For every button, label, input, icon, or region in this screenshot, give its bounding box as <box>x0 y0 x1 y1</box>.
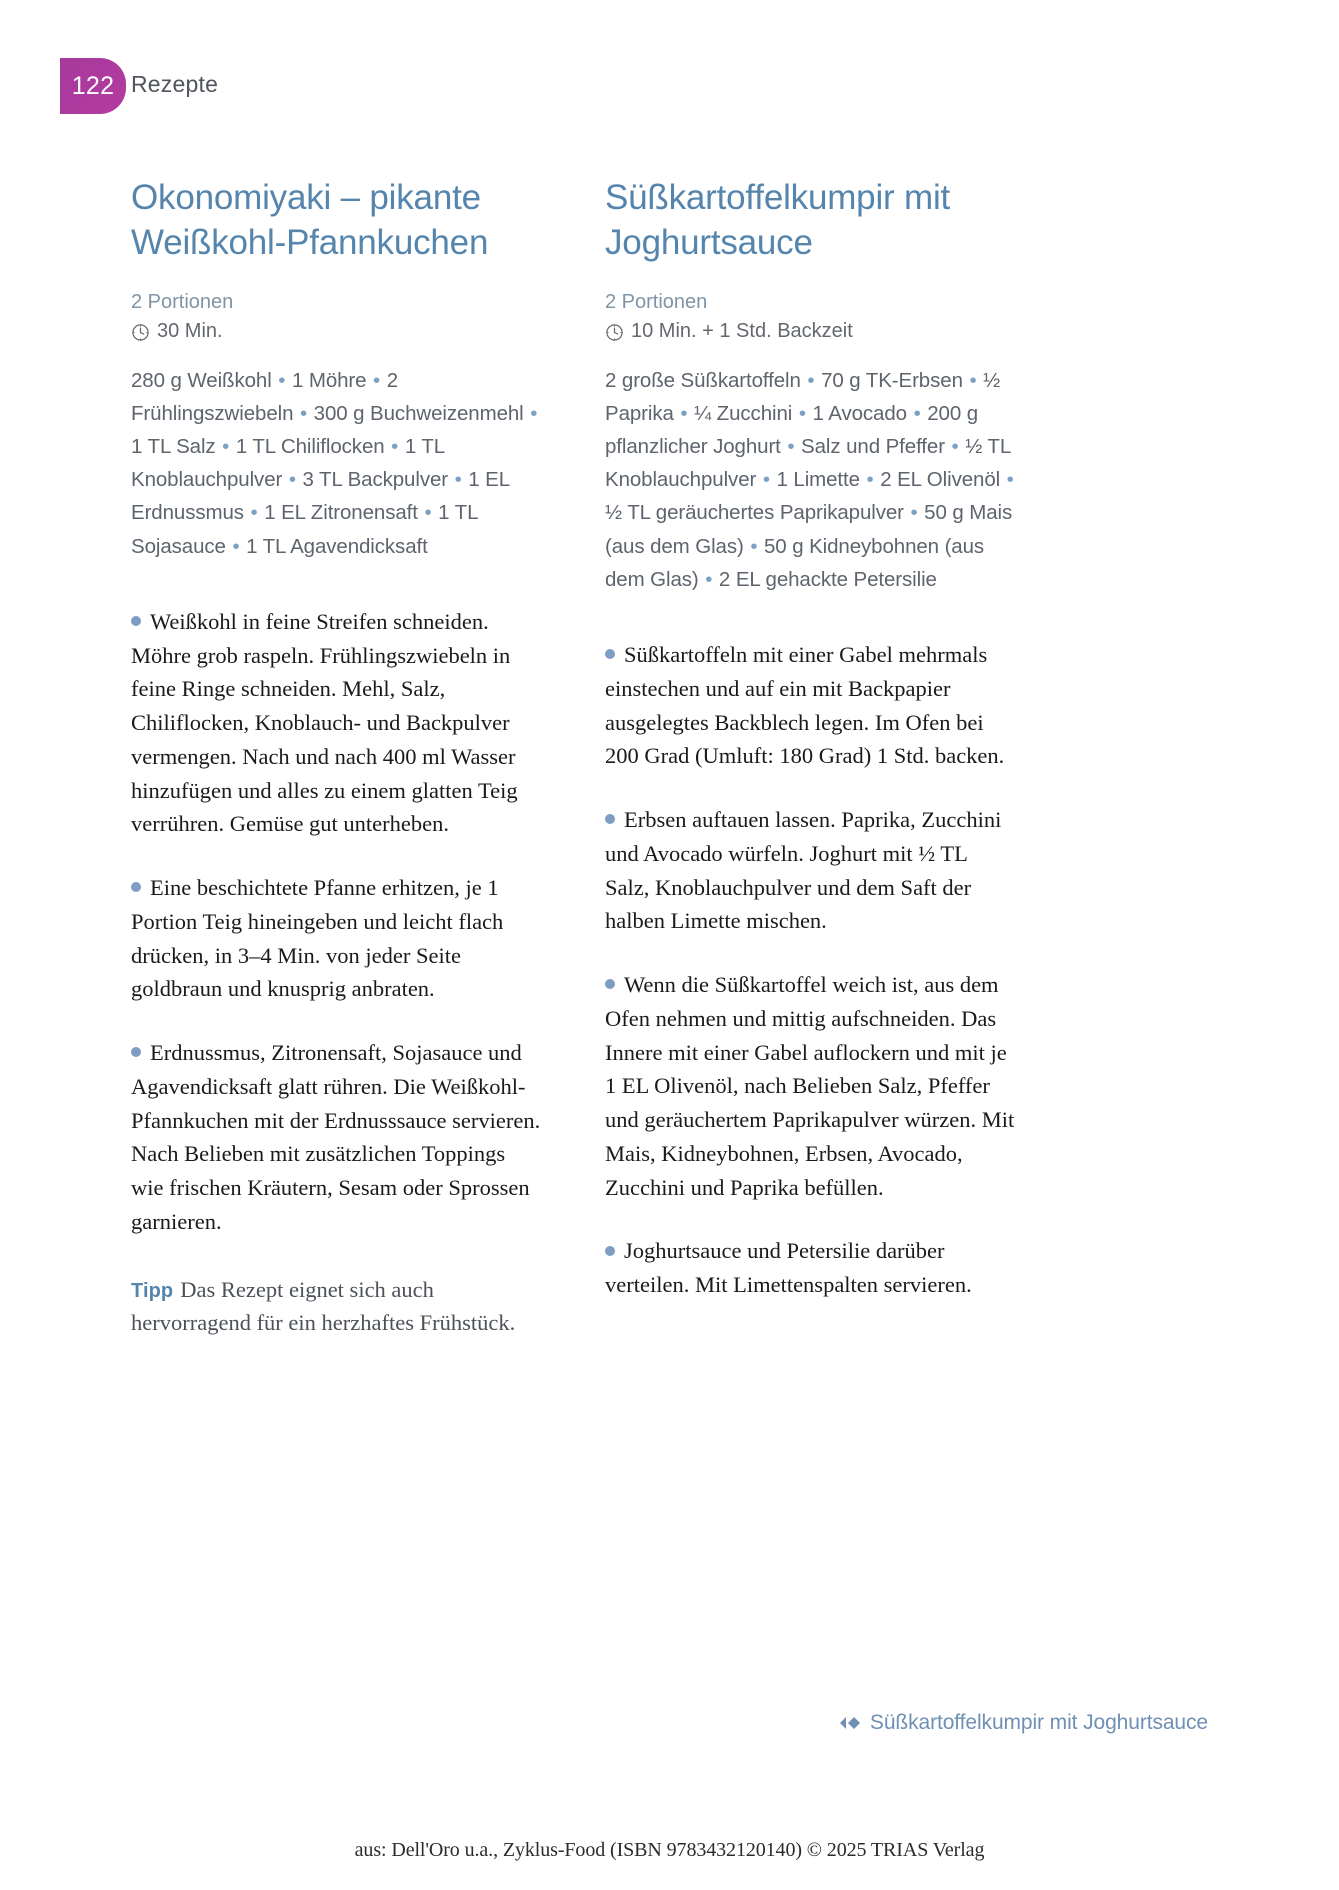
tip-label: Tipp <box>131 1279 174 1302</box>
recipe-meta <box>605 288 1015 346</box>
time-label: 10 Min. + 1 Std. Backzeit <box>631 319 853 342</box>
portions-label: 2 Portionen <box>131 290 234 313</box>
step-item <box>131 605 541 841</box>
ingredient-separator: • <box>530 401 538 425</box>
ingredients-list: 2 große Süßkartoffeln • 70 g TK-Erbsen • ½ Paprika • ¼ Zucchini • 1 Avocado • 200 g pflanzlicher Joghurt • Salz und Pfeffer • ½ TL Knoblauchpulver • 1 Limette • 2 EL Olivenöl • ½ TL geräuchertes Paprikapulver • 50 g Mais (aus dem Glas) • 50 g Kidneybohnen (aus dem Glas) • 2 EL gehackte Petersilie <box>605 368 1014 591</box>
ingredient-separator: • <box>222 435 230 458</box>
recipe-meta <box>131 288 541 346</box>
portions-label: 2 Portionen <box>605 290 708 313</box>
caption-text: Süßkartoffelkumpir mit Joghurtsauce <box>869 1711 1208 1734</box>
ingredient-separator: • <box>1006 468 1014 492</box>
clock-icon <box>605 323 624 342</box>
tip-text: Das Rezept eignet sich auch hervorragend für ein herzhaftes Frühstück. <box>131 1276 516 1336</box>
preparation-steps <box>131 605 541 1239</box>
ingredient-separator: • <box>910 501 918 525</box>
preparation-steps <box>605 638 1015 1302</box>
page-number-badge <box>60 58 126 114</box>
clock-icon <box>131 323 150 342</box>
ingredient-separator: • <box>705 567 713 591</box>
step-bullet-icon <box>605 814 615 824</box>
ingredient-separator: • <box>750 534 758 558</box>
ingredient-separator: • <box>866 468 874 492</box>
ingredient-separator: • <box>373 368 381 392</box>
step-text: Eine beschichtete Pfanne erhitzen, je 1 Portion Teig hineingeben und leicht flach drücken, in 3–4 Min. von jeder Seite goldbraun und knusprig anbraten. <box>131 875 504 1002</box>
ingredient-separator: • <box>288 468 296 492</box>
step-item <box>605 968 1015 1204</box>
ingredient-separator: • <box>391 435 399 458</box>
ingredient-separator: • <box>680 401 688 425</box>
recipe-title: Süßkartoffelkumpir mit Joghurtsauce <box>605 178 951 262</box>
recipe-column-right <box>605 176 1015 1363</box>
footer-attribution: aus: Dell'Oro u.a., Zyklus-Food (ISBN 9783432120140) © 2025 TRIAS Verlag <box>354 1839 985 1861</box>
figure-caption <box>839 1711 1208 1735</box>
double-chevron-right-icon <box>839 1715 861 1731</box>
running-head <box>0 58 1339 114</box>
ingredient-separator: • <box>278 368 286 392</box>
step-text: Joghurtsauce und Petersilie darüber verteilen. Mit Limettenspalten servieren. <box>605 1238 972 1298</box>
ingredient-separator: • <box>762 468 770 492</box>
page-number: 122 <box>71 71 115 100</box>
recipe-column-left <box>131 176 541 1363</box>
step-bullet-icon <box>131 882 141 892</box>
recipe-title: Okonomiyaki – pikante Weißkohl-Pfannkuchen <box>131 178 489 262</box>
ingredient-separator: • <box>232 534 240 558</box>
ingredient-separator: • <box>787 435 795 458</box>
step-text: Süßkartoffeln mit einer Gabel mehrmals einstechen und auf ein mit Backpapier ausgelegtes Backblech legen. Im Ofen bei 200 Grad (Umluft: 180 Grad) 1 Std. backen. <box>605 642 1005 769</box>
ingredient-separator: • <box>798 401 806 425</box>
step-text: Weißkohl in feine Streifen schneiden. Möhre grob raspeln. Frühlingszwiebeln in feine Ringe schneiden. Mehl, Salz, Chiliflocken, Knoblauch- und Backpulver vermengen. Nach und nach 400 ml Wasser hinzufügen und alles zu einem glatten Teig verrühren. Gemüse gut unterheben. <box>131 608 518 837</box>
tip-block <box>131 1273 541 1341</box>
section-label: Rezepte <box>131 71 219 97</box>
step-text: Wenn die Süßkartoffel weich ist, aus dem Ofen nehmen und mittig aufschneiden. Das Innere mit einer Gabel auflockern und mit je 1 EL Olivenöl, nach Belieben Salz, Pfeffer und geräuchertem Paprikapulver würzen. Mit Mais, Kidneybohnen, Erbsen, Avocado, Zucchini und Paprika befüllen. <box>605 972 1015 1200</box>
ingredient-separator: • <box>969 368 977 392</box>
ingredient-separator: • <box>454 468 462 492</box>
step-text: Erbsen auftauen lassen. Paprika, Zucchini und Avocado würfeln. Joghurt mit ½ TL Salz, Knoblauchpulver und dem Saft der halben Limette mischen. <box>605 807 1002 934</box>
time-row <box>131 317 541 346</box>
ingredient-separator: • <box>807 368 815 392</box>
ingredient-separator: • <box>424 501 432 525</box>
step-bullet-icon <box>131 616 141 626</box>
step-bullet-icon <box>131 1047 141 1057</box>
ingredients-list: 280 g Weißkohl • 1 Möhre • 2 Frühlingszwiebeln • 300 g Buchweizenmehl • 1 TL Salz • 1 TL Chiliflocken • 1 TL Knoblauchpulver • 3 TL Backpulver • 1 EL Erdnussmus • 1 EL Zitronensaft • 1 TL Sojasauce • 1 TL Agavendicksaft <box>131 368 538 558</box>
time-row <box>605 317 1015 346</box>
recipe-columns <box>0 176 1339 1363</box>
ingredient-separator: • <box>299 401 308 425</box>
step-item <box>605 638 1015 773</box>
step-item <box>605 803 1015 938</box>
time-label: 30 Min. <box>157 319 223 342</box>
step-bullet-icon <box>605 1246 615 1256</box>
step-item <box>605 1234 1015 1302</box>
step-bullet-icon <box>605 979 615 989</box>
ingredient-separator: • <box>951 435 959 458</box>
ingredient-separator: • <box>250 501 258 525</box>
step-text: Erdnussmus, Zitronensaft, Sojasauce und Agavendicksaft glatt rühren. Die Weißkohl-Pfannkuchen mit der Erdnusssauce servieren. Nach Belieben mit zusätzlichen Toppings wie frischen Kräutern, Sesam oder Sprossen garnieren. <box>131 1040 541 1234</box>
step-bullet-icon <box>605 649 615 659</box>
step-item <box>131 1036 541 1239</box>
step-item <box>131 871 541 1006</box>
ingredient-separator: • <box>913 401 921 425</box>
